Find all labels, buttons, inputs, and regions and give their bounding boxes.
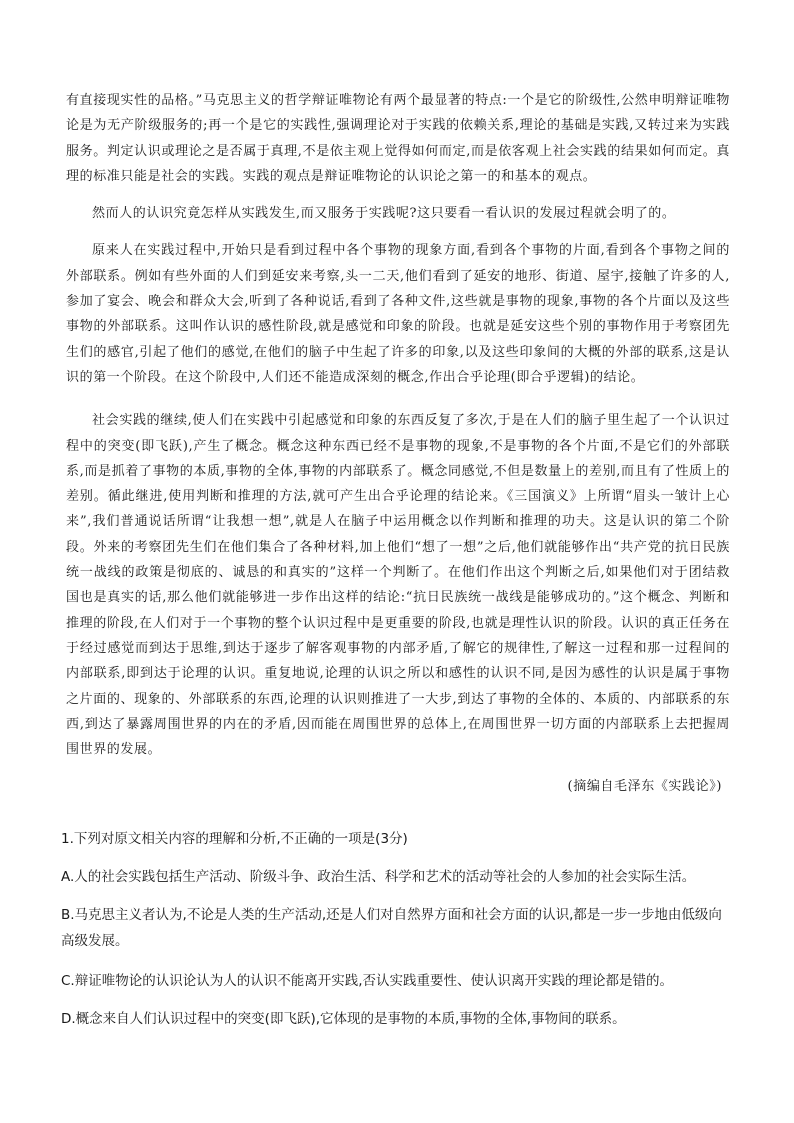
option-a: A.人的社会实践包括生产活动、阶级斗争、政治生活、科学和艺术的活动等社会的人参加的社会实际生活。 — [61, 869, 696, 885]
question-stem: 1.下列对原文相关内容的理解和分析,不正确的一项是(3分) — [61, 831, 408, 847]
option-c: C.辩证唯物论的认识论认为人的认识不能离开实践,否认实践重要性、使认识离开实践的理论都是错的。 — [61, 973, 674, 989]
reading-passage — [66, 88, 730, 800]
passage-paragraph-1: 有直接现实性的品格。”马克思主义的哲学辩证唯物论有两个最显著的特点:一个是它的阶级性,公然申明辩证唯物论是为无产阶级服务的;再一个是它的实践性,强调理论对于实践的依赖关系,理论的基础是实践,又转过来为实践服务。判定认识或理论之是否属于真理,不是依主观上觉得如何而定,而是依客观上社会实践的结果如何而定。真理的标准只能是社会的实践。实践的观点是辩证唯物论的认识论之第一的和基本的观点。 — [66, 93, 730, 184]
passage-paragraph-2: 然而人的认识究竟怎样从实践发生,而又服务于实践呢?这只要看一看认识的发展过程就会明了的。 — [92, 206, 676, 222]
question-1 — [61, 826, 731, 1044]
option-d: D.概念来自人们认识过程中的突变(即飞跃),它体现的是事物的本质,事物的全体,事物间的联系。 — [61, 1011, 626, 1027]
passage-source: (摘编自毛泽东《实践论》) — [567, 779, 722, 795]
option-b: B.马克思主义者认为,不论是人类的生产活动,还是人们对自然界方面和社会方面的认识,都是一步一步地由低级向高级发展。 — [61, 907, 722, 949]
passage-paragraph-3: 原来人在实践过程中,开始只是看到过程中各个事物的现象方面,看到各个事物的片面,看到各个事物之间的外部联系。例如有些外面的人们到延安来考察,头一二天,他们看到了延安的地形、街道、屋宇,接触了许多的人,参加了宴会、晚会和群众大会,听到了各种说话,看到了各种文件,这些就是事物的现象,事物的各个片面以及这些事物的外部联系。这叫作认识的感性阶段,就是感觉和印象的阶段。也就是延安这些个别的事物作用于考察团先生们的感官,引起了他们的感觉,在他们的脑子中生起了许多的印象,以及这些印象间的大概的外部的联系,这是认识的第一个阶段。在这个阶段中,人们还不能造成深刻的概念,作出合乎论理(即合乎逻辑)的结论。 — [66, 243, 730, 385]
passage-paragraph-4: 社会实践的继续,使人们在实践中引起感觉和印象的东西反复了多次,于是在人们的脑子里生起了一个认识过程中的突变(即飞跃),产生了概念。概念这种东西已经不是事物的现象,不是事物的各个片面,不是它们的外部联系,而是抓着了事物的本质,事物的全体,事物的内部联系了。概念同感觉,不但是数量上的差别,而且有了性质上的差别。循此继进,使用判断和推理的方法,就可产生出合乎论理的结论来。《三国演义》上所谓“眉头一皱计上心来”,我们普通说话所谓“让我想一想”,就是人在脑子中运用概念以作判断和推理的功夫。这是认识的第二个阶段。外来的考察团先生们在他们集合了各种材料,加上他们“想了一想”之后,他们就能够作出“共产党的抗日民族统一战线的政策是彻底的、诚恳的和真实的”这样一个判断了。在他们作出这个判断之后,如果他们对于团结救国也是真实的话,那么他们就能够进一步作出这样的结论:“抗日民族统一战线是能够成功的。”这个概念、判断和推理的阶段,在人们对于一个事物的整个认识过程中是更重要的阶段,也就是理性认识的阶段。认识的真正任务在于经过感觉而到达于思维,到达于逐步了解客观事物的内部矛盾,了解它的规律性,了解这一过程和那一过程间的内部联系,即到达于论理的认识。重复地说,论理的认识之所以和感性的认识不同,是因为感性的认识是属于事物之片面的、现象的、外部联系的东西,论理的认识则推进了一大步,到达了事物的全体的、本质的、内部联系的东西,到达了暴露周围世界的内在的矛盾,因而能在周围世界的总体上,在周围世界一切方面的内部联系上去把握周围世界的发展。 — [66, 413, 730, 758]
